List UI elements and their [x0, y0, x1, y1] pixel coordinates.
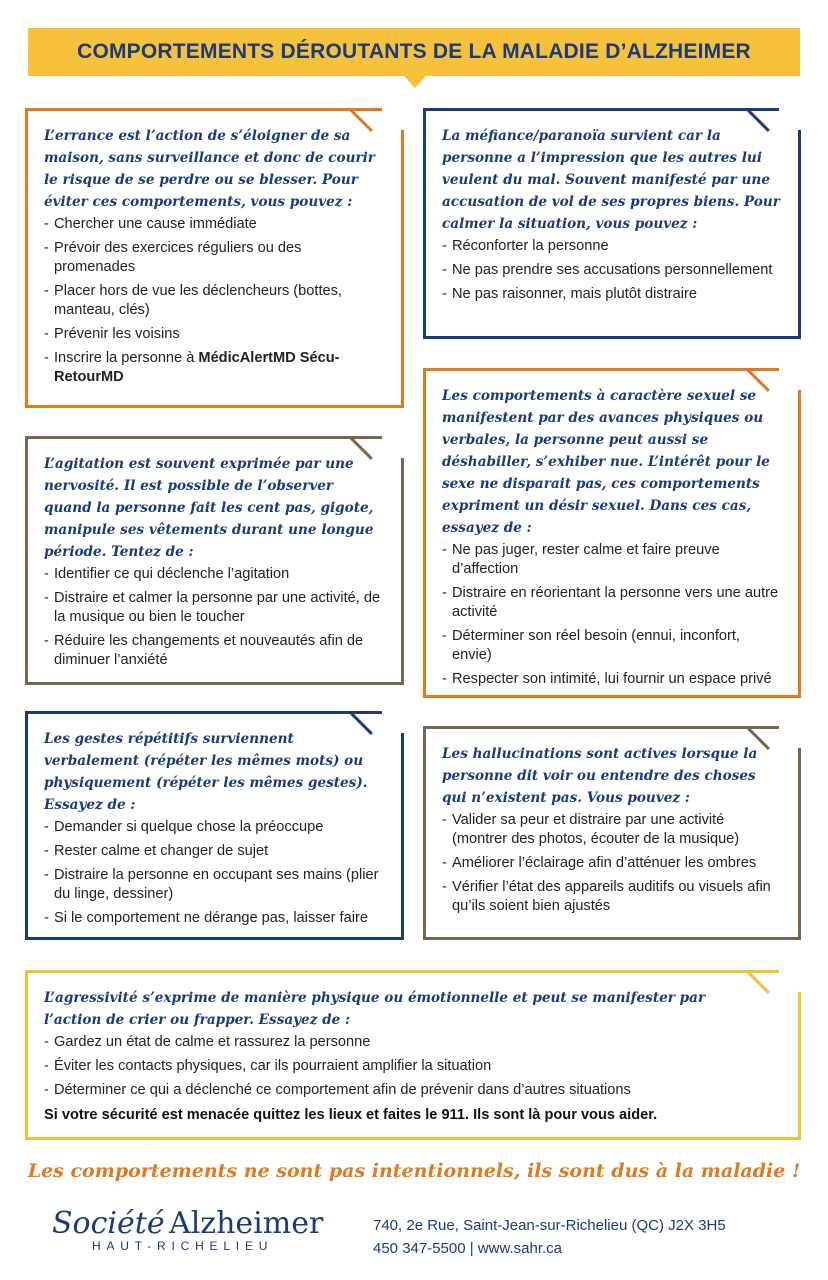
list-item: - Vérifier l’état des appareils auditifs ou visuels afin qu’ils soient bien ajustés [442, 878, 782, 916]
list-item [44, 349, 385, 387]
card-errance [25, 108, 404, 408]
card-agitation [25, 436, 404, 685]
tips-list [44, 215, 385, 387]
card-sexuel [423, 368, 801, 698]
tips-list [442, 811, 782, 916]
card-hallucinations [423, 726, 801, 940]
banner-pointer [403, 75, 427, 88]
tips-list [442, 541, 782, 689]
list-item: - Si le comportement ne dérange pas, laisser faire [44, 909, 385, 928]
list-item: - Ne pas prendre ses accusations personnellement [442, 261, 782, 280]
card-gestes [25, 711, 404, 940]
card-intro: Les gestes répétitifs surviennent verbalement (répéter les mêmes mots) ou physiquement (répéter les mêmes gestes). Essayez de : [44, 731, 368, 813]
card-intro: La méfiance/paranoïa survient car la personne a l’impression que les autres lui veulent du mal. Souvent manifesté par une accusation de vol de ses propres biens. Pour calmer la situation, vous pouvez : [442, 128, 780, 232]
list-item: - Distraire et calmer la personne par une activité, de la musique ou bien le toucher [44, 589, 385, 627]
list-item: - Identifier ce qui déclenche l’agitation [44, 565, 385, 584]
list-item-text: Inscrire la personne à [54, 350, 199, 366]
list-item: - Distraire la personne en occupant ses mains (plier du linge, dessiner) [44, 866, 385, 904]
list-item: - Déterminer son réel besoin (ennui, inconfort, envie) [442, 627, 782, 665]
tips-list [44, 1033, 758, 1100]
tips-list [442, 237, 782, 304]
card-intro: Les hallucinations sont actives lorsque la personne dit voir ou entendre des choses qui n’existent pas. Vous pouvez : [442, 746, 758, 806]
list-item: - Gardez un état de calme et rassurez la personne [44, 1033, 758, 1052]
card-intro: Les comportements à caractère sexuel se manifestent par des avances physiques ou verbales, la personne peut aussi se déshabiller, s’exhiber nue. L’intérêt pour le sexe ne disparait pas, ces comportements expriment un désir sexuel. Dans ces cas, essayez de : [442, 388, 770, 536]
list-item: - Rester calme et changer de sujet [44, 842, 385, 861]
list-item: - Réduire les changements et nouveautés afin de diminuer l’anxiété [44, 632, 385, 670]
card-agressivite [25, 970, 801, 1140]
title-banner [28, 28, 800, 76]
list-item: - Distraire en réorientant la personne vers une autre activité [442, 584, 782, 622]
logo-societe-text: Société [52, 1206, 165, 1241]
list-item: - Prévenir les voisins [44, 325, 385, 344]
logo-wordmark [52, 1206, 352, 1241]
address: 740, 2e Rue, Saint-Jean-sur-Richelieu (QC) J2X 3H5 [373, 1217, 726, 1234]
list-item: - Demander si quelque chose la préoccupe [44, 818, 385, 837]
list-item: - Chercher une cause immédiate [44, 215, 385, 234]
card-mefiance [423, 108, 801, 339]
list-item: - Prévoir des exercices réguliers ou des promenades [44, 239, 385, 277]
list-item: - Ne pas juger, rester calme et faire preuve d’affection [442, 541, 782, 579]
medicalert-program: MédicAlertMD Sécu-RetourMD [54, 350, 340, 385]
list-item: - Améliorer l’éclairage afin d’atténuer les ombres [442, 854, 782, 873]
societe-alzheimer-logo [52, 1206, 352, 1253]
list-item: - Éviter les contacts physiques, car ils pourraient amplifier la situation [44, 1057, 758, 1076]
list-item: - Déterminer ce qui a déclenché ce comportement afin de prévenir dans d’autres situations [44, 1081, 758, 1100]
phone-website[interactable]: 450 347-5500 | www.sahr.ca [373, 1240, 563, 1257]
card-intro: L’agressivité s’exprime de manière physique ou émotionnelle et peut se manifester par l’action de crier ou frapper. Essayez de : [44, 990, 706, 1028]
list-item: - Placer hors de vue les déclencheurs (bottes, manteau, clés) [44, 282, 385, 320]
tips-list [44, 565, 385, 670]
list-item: - Valider sa peur et distraire par une activité (montrer des photos, écouter de la musique) [442, 811, 782, 849]
slogan: Les comportements ne sont pas intentionnels, ils sont dus à la maladie ! [27, 1160, 801, 1182]
logo-alzheimer-text: Alzheimer [169, 1206, 324, 1241]
logo-region: HAUT-RICHELIEU [92, 1239, 274, 1253]
tips-list [44, 818, 385, 928]
safety-warning: Si votre sécurité est menacée quittez les lieux et faites le 911. Ils sont là pour vous aider. [44, 1107, 658, 1123]
card-intro: L’agitation est souvent exprimée par une nervosité. Il est possible de l’observer quand la personne fait les cent pas, gigote, manipule ses vêtements durant une longue période. Tentez de : [44, 456, 374, 560]
page-title: COMPORTEMENTS DÉROUTANTS DE LA MALADIE D’ALZHEIMER [77, 40, 751, 63]
list-item: - Ne pas raisonner, mais plutôt distraire [442, 285, 782, 304]
list-item: - Réconforter la personne [442, 237, 782, 256]
card-intro: L’errance est l’action de s’éloigner de sa maison, sans surveillance et donc de courir le risque de se perdre ou se blesser. Pour éviter ces comportements, vous pouvez : [44, 128, 375, 210]
contact-info [373, 1214, 726, 1260]
list-item: - Respecter son intimité, lui fournir un espace privé [442, 670, 782, 689]
